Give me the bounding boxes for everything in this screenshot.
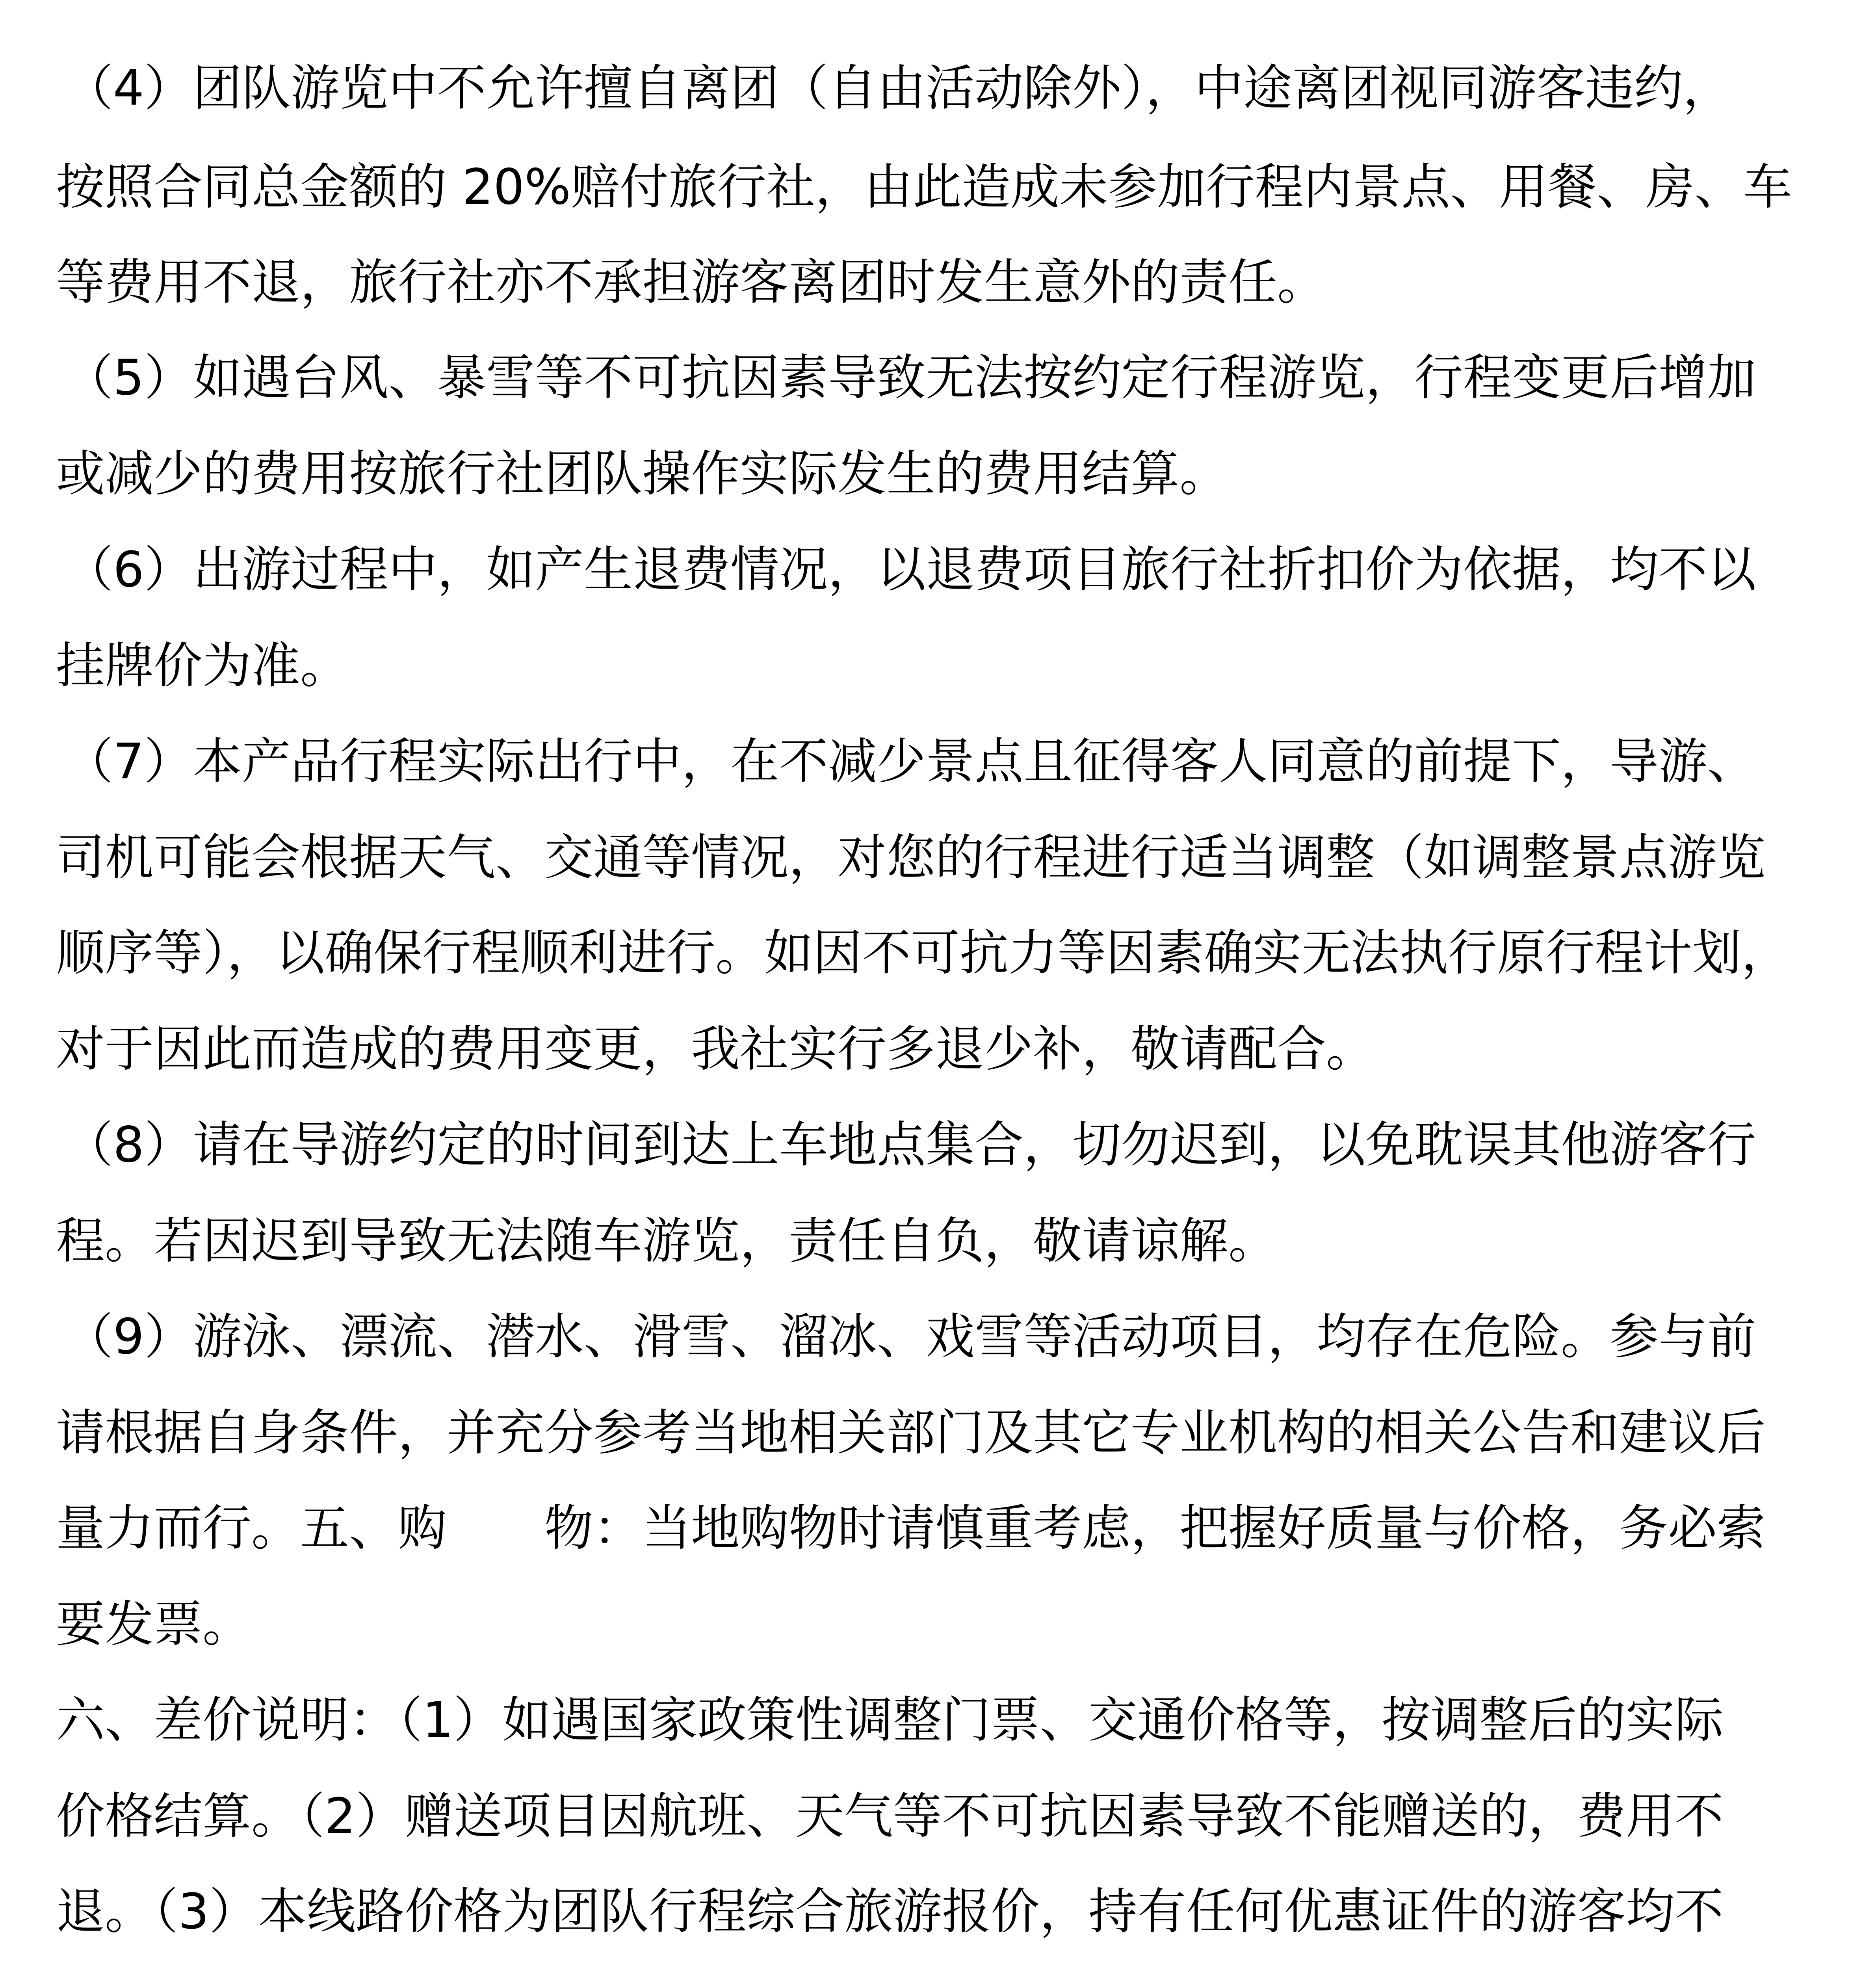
text-line: 按照合同总金额的 20%赔付旅行社，由此造成未参加行程内景点、用餐、房、车: [56, 159, 1792, 216]
text-line: 价格结算。（2）赠送项目因航班、天气等不可抗因素导致不能赠送的，费用不: [56, 1788, 1724, 1845]
text-line: 或减少的费用按旅行社团队操作实际发生的费用结算。: [56, 446, 1229, 502]
text-line: 等费用不退，旅行社亦不承担游客离团时发生意外的责任。: [56, 254, 1326, 311]
text-line: 顺序等），以确保行程顺利进行。如因不可抗力等因素确实无法执行原行程计划，: [56, 925, 1791, 981]
text-line: （9）游泳、漂流、潜水、滑雪、溜冰、戏雪等活动项目，均存在危险。参与前: [64, 1308, 1756, 1365]
text-line: 请根据自身条件，并充分参考当地相关部门及其它专业机构的相关公告和建议后: [56, 1405, 1766, 1461]
text-line: 要发票。: [56, 1596, 252, 1653]
text-line: （6）出游过程中，如产生退费情况，以退费项目旅行社折扣价为依据，均不以: [64, 541, 1756, 598]
text-line: 退。（3）本线路价格为团队行程综合旅游报价，持有任何优惠证件的游客均不: [56, 1883, 1724, 1940]
text-line: 程。若因迟到导致无法随车游览，责任自负，敬请谅解。: [56, 1213, 1278, 1269]
text-line: 挂牌价为准。: [56, 637, 349, 694]
text-line: （7）本产品行程实际出行中，在不减少景点且征得客人同意的前提下，导游、: [64, 733, 1756, 790]
text-line: （8）请在导游约定的时间到达上车地点集合，切勿迟到，以免耽误其他游客行: [64, 1117, 1756, 1173]
text-line: （4）团队游览中不允许擅自离团（自由活动除外），中途离团视同游客违约，: [64, 60, 1732, 117]
text-line: （5）如遇台风、暴雪等不可抗因素导致无法按约定行程游览，行程变更后增加: [64, 349, 1756, 406]
text-line: 司机可能会根据天气、交通等情况，对您的行程进行适当调整（如调整景点游览: [56, 829, 1766, 886]
text-line: 六、差价说明：（1）如遇国家政策性调整门票、交通价格等，按调整后的实际: [56, 1692, 1724, 1749]
text-line: 对于因此而造成的费用变更，我社实行多退少补，敬请配合。: [56, 1021, 1375, 1078]
text-line: 量力而行。五、购 物：当地购物时请慎重考虑，把握好质量与价格，务必索: [56, 1500, 1766, 1557]
